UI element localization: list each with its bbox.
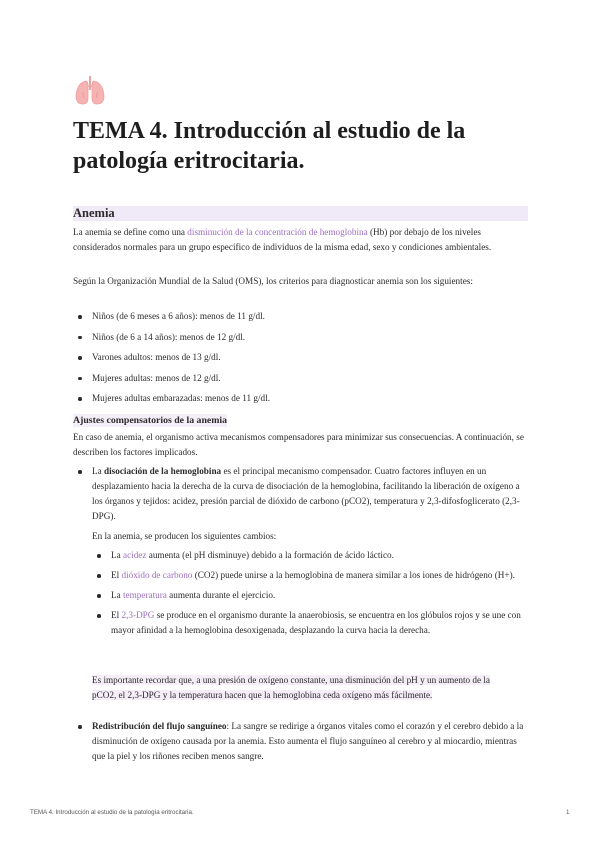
list-item: La acidez aumenta (el pH disminuye) debido a la formación de ácido láctico. — [92, 548, 528, 563]
list-item: Varones adultos: menos de 13 g/dl. — [73, 350, 528, 365]
list-item: Mujeres adultas: menos de 12 g/dl. — [73, 371, 528, 386]
changes-intro: En la anemia, se producen los siguientes cambios: — [92, 531, 277, 541]
list-item: Niños (de 6 a 14 años): menos de 12 g/dl. — [73, 330, 528, 345]
note-block: Es importante recordar que, a una presión de oxígeno constante, una disminución del pH y un aumento de la pCO2, el 2,3-DPG y la temperatura hacen que la hemoglobina ceda oxígeno más fácilmente. — [92, 675, 491, 700]
footer-title: TEMA 4. Introducción al estudio de la patología eritrocitaria. — [30, 809, 194, 816]
lungs-icon — [73, 74, 107, 106]
disociation-list — [73, 464, 528, 524]
list-item: El dióxido de carbono (CO2) puede unirse a la hemoglobina de manera similar a los iones de hidrógeno (H+). — [92, 568, 528, 583]
criteria-list — [73, 309, 528, 406]
section-heading-anemia: Anemia — [73, 206, 528, 221]
paragraph-who-criteria: Según la Organización Mundial de la Salud (OMS), los criterios para diagnosticar anemia son los siguientes: — [73, 276, 473, 286]
changes-list — [92, 548, 528, 638]
list-item: La disociación de la hemoglobina es el principal mecanismo compensador. Cuatro factores influyen en un desplazamiento hacia la derecha de la curva de disociación de la hemoglobina, facilitando la liberación de oxígeno a los órganos y tejidos: acidez, presión parcial de dióxido de carbono (pCO2), temperatura y 2,3-difosfoglicerato (2,3-DPG). — [73, 464, 528, 524]
page-number: 1 — [566, 809, 570, 816]
list-item: El 2,3-DPG se produce en el organismo durante la anaerobiosis, se encuentra en los glóbulos rojos y se une con mayor afinidad a la hemoglobina desoxigenada, desplazando la curva hacia la derecha. — [92, 608, 528, 638]
paragraph-compensation: En caso de anemia, el organismo activa mecanismos compensadores para minimizar sus consecuencias. A continuación, se describen los factores implicados. — [73, 432, 524, 457]
page-title: TEMA 4. Introducción al estudio de la patología eritrocitaria. — [73, 118, 466, 174]
link-hemoglobin-decrease[interactable]: disminución de la concentración de hemoglobina — [187, 227, 368, 237]
sub-heading-compensatory: Ajustes compensatorios de la anemia — [73, 415, 228, 426]
list-item: Niños (de 6 meses a 6 años): menos de 11 g/dl. — [73, 309, 528, 324]
list-item: Redistribución del flujo sanguíneo: La sangre se redirige a órganos vitales como el corazón y el cerebro debido a la disminución de oxígeno causada por la anemia. Esto aumenta el flujo sanguíneo al cerebro y al miocardio, mientras que la piel y los riñones reciben menos sangre. — [73, 719, 528, 764]
list-item: Mujeres adultas embarazadas: menos de 11 g/dl. — [73, 391, 528, 406]
list-item: La temperatura aumenta durante el ejercicio. — [92, 588, 528, 603]
redistribution-list — [73, 719, 528, 764]
paragraph-definition: La anemia se define como una disminución de la concentración de hemoglobina (Hb) por debajo de los niveles considerados normales para un grupo específico de individuos de la misma edad, sexo y condiciones ambientales. — [73, 227, 492, 252]
